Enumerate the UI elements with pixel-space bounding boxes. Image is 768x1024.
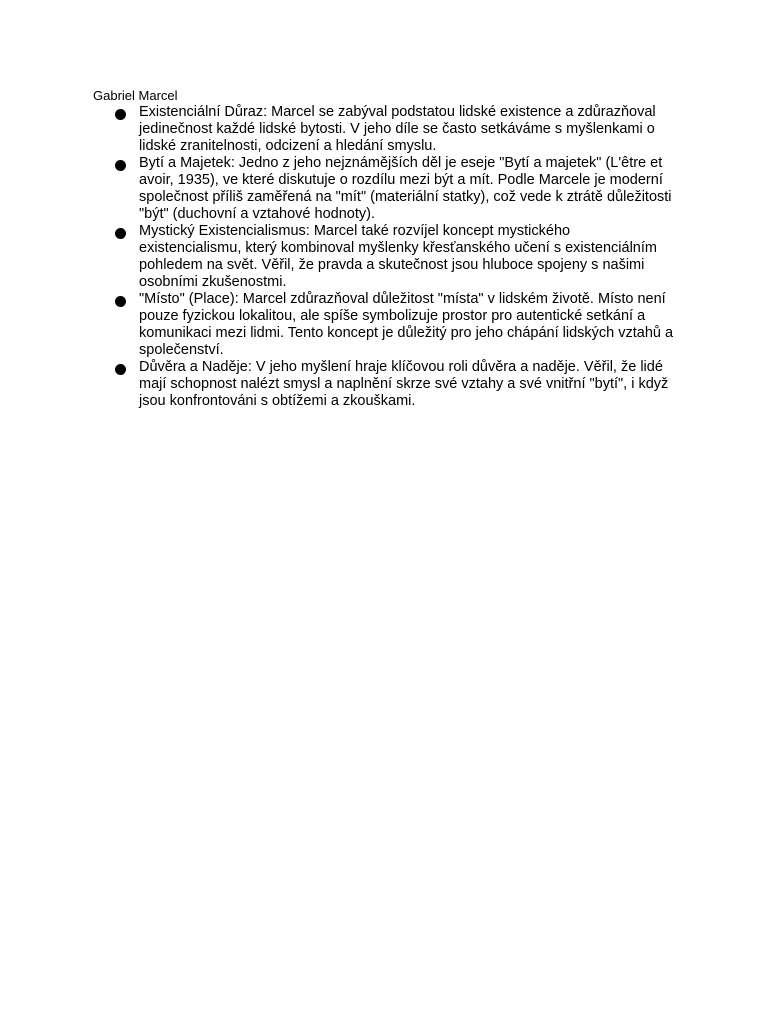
bullet-icon — [115, 228, 126, 239]
list-item-text: Bytí a Majetek: Jedno z jeho nejznámějších děl je eseje "Bytí a majetek" (L'être et avoir, 1935), ve které diskutuje o rozdílu mezi být a mít. Podle Marcele je moderní společnost příliš zaměřená na "mít" (materiální statky), což vede k ztrátě důležitosti "být" (duchovní a vztahové hodnoty). — [139, 155, 672, 222]
list-item — [115, 155, 675, 223]
list-item — [115, 359, 675, 410]
list-item-text: Důvěra a Naděje: V jeho myšlení hraje klíčovou roli důvěra a naděje. Věřil, že lidé mají schopnost nalézt smysl a naplnění skrze své vztahy a své vnitřní "bytí", i když jsou konfrontováni s obtížemi a zkouškami. — [139, 359, 669, 409]
document-title: Gabriel Marcel — [93, 88, 178, 103]
bullet-icon — [115, 160, 126, 171]
list-item — [115, 291, 675, 359]
list-item — [115, 104, 675, 155]
bullet-icon — [115, 109, 126, 120]
list-item-text: Existenciální Důraz: Marcel se zabýval podstatou lidské existence a zdůrazňoval jedinečnost každé lidské bytosti. V jeho díle se často setkáváme s myšlenkami o lidské zranitelnosti, odcizení a hledání smyslu. — [139, 104, 656, 154]
list-item-text: "Místo" (Place): Marcel zdůrazňoval důležitost "místa" v lidském životě. Místo není pouze fyzickou lokalitou, ale spíše symbolizuje prostor pro autentické setkání a komunikaci mezi lidmi. Tento koncept je důležitý pro jeho chápání lidských vztahů a společenství. — [139, 291, 674, 358]
bullet-icon — [115, 364, 126, 375]
bullet-icon — [115, 296, 126, 307]
list-item — [115, 223, 675, 291]
list-item-text: Mystický Existencialismus: Marcel také rozvíjel koncept mystického existencialismu, který kombinoval myšlenky křesťanského učení s existenciálním pohledem na svět. Věřil, že pravda a skutečnost jsou hluboce spojeny s našimi osobními zkušenostmi. — [139, 223, 657, 290]
bullet-list — [115, 104, 675, 410]
